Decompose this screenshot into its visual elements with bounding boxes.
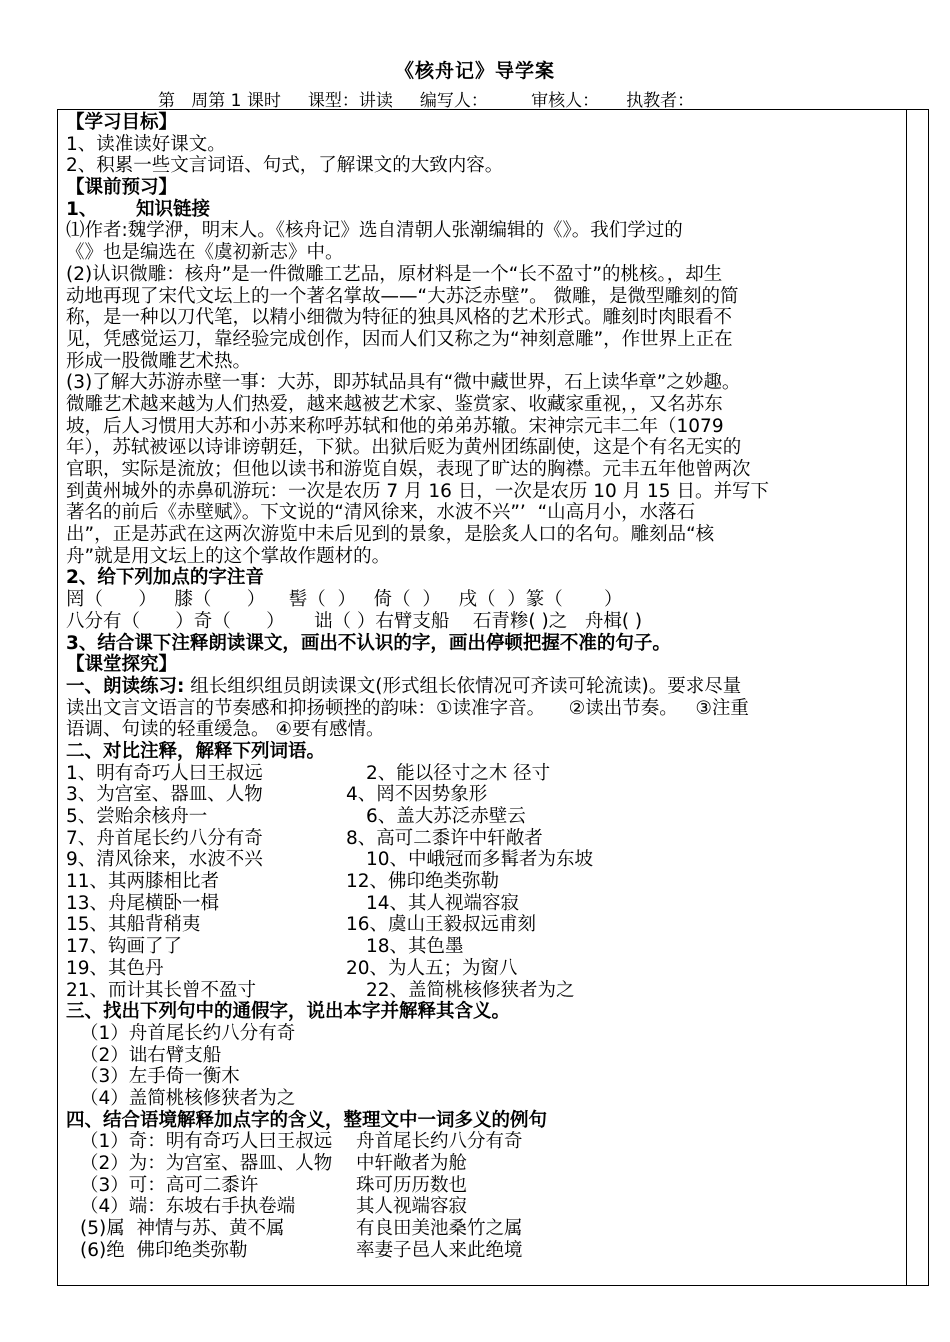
- polysemy-row-left: （1）奇：明有奇巧人曰王叔远: [80, 1131, 333, 1153]
- worksheet-body: [66, 112, 902, 1261]
- vocab-item: 8、高可二黍许中轩敞者: [346, 827, 543, 849]
- pinyin-heading: 2、给下列加点的字注音: [66, 567, 264, 589]
- vocab-item: 4、罔不因势象形: [346, 784, 488, 806]
- goal-item: 1、读准读好课文。: [66, 133, 226, 155]
- reading-practice: 语调、句读的轻重缓急。 ④要有感情。: [66, 719, 385, 741]
- vocab-item: 17、钩画了了: [66, 936, 183, 958]
- vocab-row: [66, 980, 902, 1002]
- author-paragraph: 《》也是编选在《虞初新志》中。: [66, 242, 344, 264]
- polysemy-row: [66, 1240, 902, 1262]
- page-title: 《核舟记》导学案: [394, 60, 555, 82]
- polysemy-row: [66, 1218, 902, 1240]
- side-column-divider: [906, 109, 907, 1286]
- polysemy-row-right: 舟首尾长约八分有奇: [356, 1131, 523, 1153]
- reading-practice-label: 一、朗读练习:: [66, 675, 185, 697]
- vocab-item: 1、明有奇巧人曰王叔远: [66, 762, 263, 784]
- vocab-item: 11、其两膝相比者: [66, 871, 220, 893]
- vocab-item: 6、盖大苏泛赤壁云: [366, 806, 526, 827]
- vocab-row: [66, 784, 902, 806]
- pinyin-exercise: 罔（ ） 膝（ ） 髻（ ） 倚（ ） 戌（ ）篆（ ）: [66, 589, 623, 611]
- chibi-paragraph: 坡，后人习惯用大苏和小苏来称呼苏轼和他的弟弟苏辙。宋神宗元丰二年（1079: [66, 415, 724, 437]
- chibi-paragraph: 微雕艺术越来越为人们热爱，越来越被艺术家、鉴赏家、收藏家重视，，又名苏东: [66, 393, 723, 415]
- vocab-row: [66, 871, 902, 893]
- chibi-paragraph: 年），苏轼被诬以诗诽谤朝廷，下狱。出狱后贬为黄州团练副使，这是个有名无实的: [66, 437, 742, 459]
- microcarving-paragraph: 见，凭感觉运刀，靠经验完成创作，因而人们又称之为“神刻意雕”，作世界上正在: [66, 328, 733, 350]
- vocab-item: 5、尝贻余核舟一: [66, 806, 208, 827]
- goals-heading: 【学习目标】: [66, 112, 178, 133]
- vocab-item: 22、盖简桃核修狭者为之: [366, 979, 575, 1001]
- polysemy-row-right: 珠可历历数也: [356, 1174, 468, 1196]
- vocab-item: 7、舟首尾长约八分有奇: [66, 827, 263, 849]
- vocab-item: 20、为人五；为窗八: [346, 957, 518, 979]
- microcarving-paragraph: 动地再现了宋代文坛上的一个著名掌故——“大苏泛赤壁”。 微雕，是微型雕刻的简: [66, 285, 739, 307]
- chibi-paragraph: (3)了解大苏游赤壁一事：大苏，即苏轼品具有“微中藏世界，石上读华章”之妙趣。: [66, 372, 741, 394]
- vocab-item: 9、清风徐来，水波不兴: [66, 849, 263, 871]
- polysemy-list: [66, 1131, 902, 1261]
- polysemy-row-left: (5)属 神情与苏、黄不属: [80, 1218, 285, 1240]
- read-aloud-heading: 3、结合课下注释朗读课文，画出不认识的字，画出停顿把握不准的句子。: [66, 632, 671, 654]
- vocab-item: 14、其人视端容寂: [366, 892, 520, 914]
- vocab-row: [66, 958, 902, 980]
- vocab-row: [66, 849, 902, 871]
- vocab-list: [66, 763, 902, 1002]
- compare-heading: 二、对比注释，解释下列词语。: [66, 740, 326, 762]
- polysemy-row: [66, 1175, 902, 1197]
- goal-item: 2、积累一些文言词语、句式，了解课文的大致内容。: [66, 155, 504, 177]
- tongjia-item: （4）盖简桃核修狭者为之: [80, 1087, 296, 1109]
- tongjia-item: （1）舟首尾长约八分有奇: [80, 1022, 296, 1044]
- author-paragraph: ⑴作者:魏学洢，明末人。《核舟记》选自清朝人张潮编辑的《》。我们学过的: [66, 220, 683, 242]
- polysemy-row: [66, 1131, 902, 1153]
- chibi-paragraph: 出”，正是苏武在这两次游览中未后见到的景象，是脍炙人口的名句。雕刻品“核: [66, 524, 715, 546]
- chibi-paragraph: 官职，实际是流放；但他以读书和游览自娱，表现了旷达的胸襟。元丰五年他曾两次: [66, 459, 751, 480]
- vocab-row: [66, 806, 902, 828]
- vocab-row: [66, 763, 902, 785]
- tongjia-item: （3）左手倚一衡木: [80, 1066, 240, 1088]
- polysemy-row: [66, 1196, 902, 1218]
- chibi-paragraph: 到黄州城外的赤鼻矶游玩：一次是农历 7 月 16 日，一次是农历 10 月 15 日。并写下: [66, 480, 769, 502]
- reading-practice: 读出文言文语言的节奏感和抑扬顿挫的韵味：①读准字音。 ②读出节奏。 ③注重: [66, 697, 749, 719]
- polysemy-row-left: （4）端：东坡右手执卷端: [80, 1196, 296, 1218]
- polysemy-row-left: (6)绝 佛印绝类弥勒: [80, 1239, 248, 1261]
- vocab-item: 3、为宫室、器皿、人物: [66, 784, 263, 806]
- vocab-item: 10、中峨冠而多髯者为东坡: [366, 849, 594, 871]
- vocab-item: 15、其船背稍夷: [66, 914, 201, 936]
- lesson-info-line: 第 周第 1 课时 课型：讲读 编写人： 审核人： 执教者：: [158, 91, 695, 111]
- vocab-item: 21、而计其长曾不盈寸: [66, 979, 257, 1001]
- tongjia-item: （2）诎右臂支船: [80, 1044, 222, 1066]
- chibi-paragraph: 著名的前后《赤壁赋》。下文说的“清风徐来，水波不兴”’ “山高月小，水落石: [66, 502, 696, 524]
- reading-practice: [66, 676, 902, 698]
- polysemy-heading: 四、结合语境解释加点字的含义，整理文中一词多义的例句: [66, 1109, 548, 1131]
- vocab-row: [66, 893, 902, 915]
- chibi-paragraph: 舟”就是用文坛上的这个掌故作题材的。: [66, 545, 391, 567]
- polysemy-row-right: 率妻子邑人来此绝境: [356, 1239, 523, 1261]
- reading-practice-text: 组长组织组员朗读课文(形式组长依情况可齐读可轮流读)。要求尽量: [184, 675, 742, 697]
- microcarving-paragraph: 形成一股微雕艺术热。: [66, 350, 252, 372]
- vocab-item: 2、能以径寸之木 径寸: [366, 762, 551, 784]
- polysemy-row: [66, 1153, 902, 1175]
- polysemy-row-right: 有良田美池桑竹之属: [356, 1218, 523, 1240]
- polysemy-row-left: （3）可：高可二黍许: [80, 1174, 259, 1196]
- vocab-row: [66, 828, 902, 850]
- microcarving-paragraph: (2)认识微雕：核舟”是一件微雕工艺品，原材料是一个“长不盈寸”的桃核。，却生: [66, 263, 723, 285]
- vocab-row: [66, 914, 902, 936]
- tongjia-heading: 三、找出下列句中的通假字，说出本字并解释其含义。: [66, 1001, 511, 1023]
- vocab-item: 13、舟尾横卧一楫: [66, 892, 220, 914]
- pinyin-exercise: 八分有（ ）奇（ ） 诎（ ）右臂支船 石青糁( )之 舟楫( ): [66, 610, 643, 632]
- knowledge-heading: 1、 知识链接: [66, 198, 211, 220]
- vocab-row: [66, 936, 902, 958]
- polysemy-row-right: 其人视端容寂: [356, 1196, 468, 1218]
- vocab-item: 19、其色丹: [66, 957, 164, 979]
- class-heading: 【课堂探究】: [66, 654, 178, 676]
- vocab-item: 12、佛印绝类弥勒: [346, 871, 500, 893]
- polysemy-row-left: （2）为：为宫室、器皿、人物: [80, 1153, 333, 1174]
- microcarving-paragraph: 称，是一种以刀代笔，以精小细微为特征的独具风格的艺术形式。雕刻时肉眼看不: [66, 307, 733, 329]
- vocab-item: 16、虞山王毅叔远甫刻: [346, 914, 537, 936]
- tongjia-list: [66, 1023, 902, 1110]
- preview-heading: 【课前预习】: [66, 177, 178, 199]
- vocab-item: 18、其色墨: [366, 936, 464, 958]
- polysemy-row-right: 中轩敞者为舱: [356, 1153, 468, 1174]
